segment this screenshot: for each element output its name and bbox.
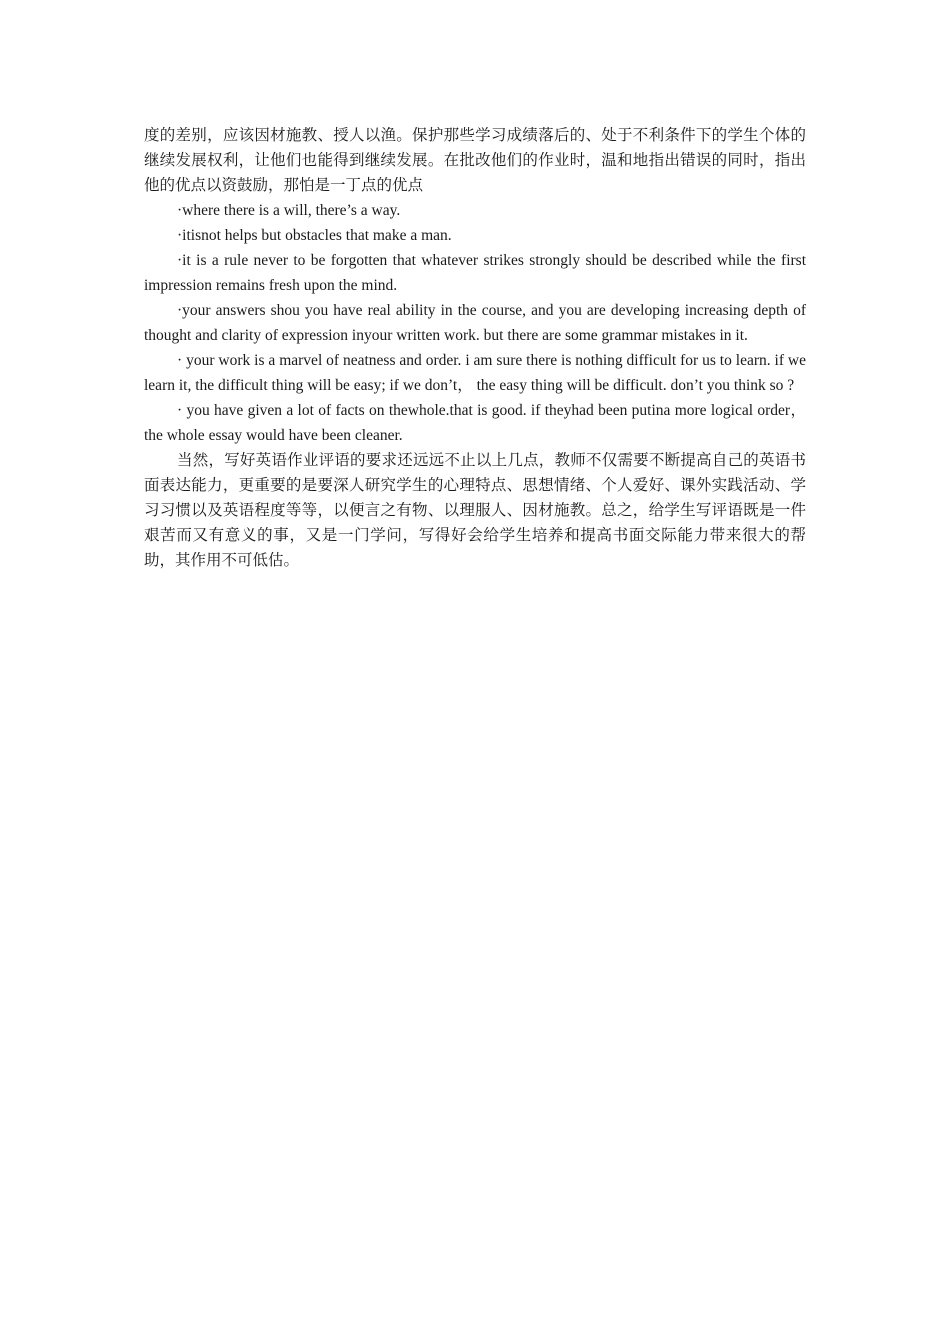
document-body	[144, 123, 806, 573]
comment-example-first-impression: ·it is a rule never to be forgotten that whatever strikes strongly should be described while the first impression remains fresh upon the mind.	[144, 252, 806, 294]
comment-example-obstacles: ·itisnot helps but obstacles that make a man.	[177, 227, 452, 244]
comment-example-real-ability: ·your answers shou you have real ability in the course, and you are developing increasing depth of thought and clarity of expression inyour written work. but there are some grammar mistakes in it.	[144, 302, 806, 344]
comment-example-logical-order: · you have given a lot of facts on thewhole.that is good. if theyhad been putina more logical order， the whole essay would have been cleaner.	[144, 402, 806, 444]
paragraph-conclusion: 当然，写好英语作业评语的要求还远远不止以上几点，教师不仅需要不断提高自己的英语书面表达能力，更重要的是要深人研究学生的心理特点、思想情绪、个人爱好、课外实践活动、学习习惯以及英语程度等等，以便言之有物、以理服人、因材施教。总之，给学生写评语既是一件艰苦而又有意义的事，又是一门学问，写得好会给学生培养和提高书面交际能力带来很大的帮助，其作用不可低估。	[144, 452, 806, 569]
paragraph-continuation: 度的差别，应该因材施教、授人以渔。保护那些学习成绩落后的、处于不利条件下的学生个体的继续发展权利，让他们也能得到继续发展。在批改他们的作业时，温和地指出错误的同时，指出他的优点以资鼓励，那怕是一丁点的优点	[144, 127, 806, 194]
comment-example-will-way: ·where there is a will, there’s a way.	[177, 202, 401, 219]
comment-example-neatness: · your work is a marvel of neatness and order. i am sure there is nothing difficult for us to learn. if we learn it, the difficult thing will be easy; if we don’t， the easy thing will be difficult. don’t you think so ?	[144, 352, 806, 394]
